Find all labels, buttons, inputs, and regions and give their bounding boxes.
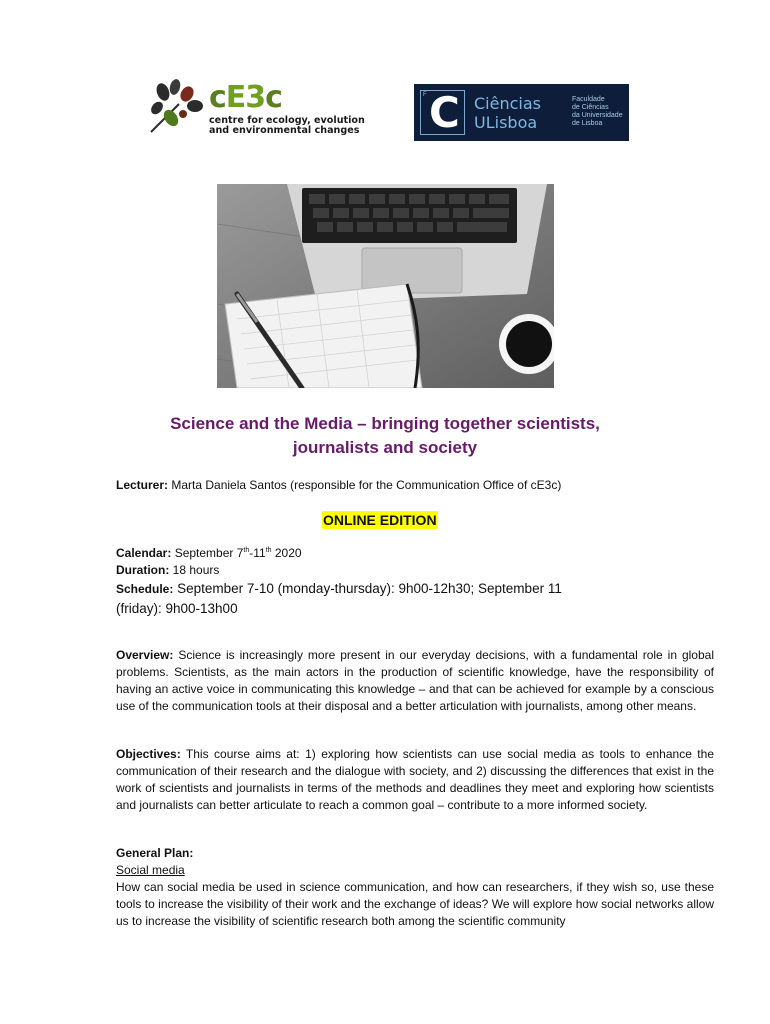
social-media-subheading: Social media	[116, 863, 185, 877]
ciencias-faculty-text: Faculdade de Ciências da Universidade de Lisboa	[572, 96, 623, 127]
social-media-paragraph: How can social media be used in science communication, and how can researchers, if they wish so, use these tools to increase the visibility of their work and the exchange of ideas? We will explore how social networks allow us to increase the visibility of scientific research both among the scientific community	[116, 880, 714, 928]
ce3c-leaf-emblem-icon	[143, 78, 209, 138]
lecturer-text: Marta Daniela Santos (responsible for the Communication Office of cE3c)	[168, 478, 562, 492]
online-edition-banner: ONLINE EDITION	[323, 512, 437, 528]
schedule-line: Schedule: September 7-10 (monday-thursday): 9h00-12h30; September 11 (friday): 9h00-13h00	[116, 581, 562, 616]
general-plan-heading: General Plan:	[116, 846, 194, 860]
ciencias-c-box: F C	[420, 90, 465, 135]
ce3c-logo	[143, 78, 365, 138]
ce3c-tagline: centre for ecology, evolution and environmental changes	[209, 115, 365, 136]
laptop-notebook-photo	[217, 184, 554, 388]
objectives-paragraph: Objectives: This course aims at: 1) exploring how scientists can use social media as tools to enhance the communication of their research and the dialogue with society, and 2) discussing the differences that exist in the work of scientists and journalists in terms of the methods and deadlines they meet and exploring how scientists and journalists can better articulate to reach a common goal – contribute to a more informed society.	[116, 747, 714, 812]
course-title: Science and the Media – bringing together scientists, journalists and society	[170, 414, 600, 457]
duration-line: Duration: 18 hours	[116, 563, 220, 577]
ce3c-wordmark: cE3c	[209, 80, 282, 115]
overview-paragraph: Overview: Science is increasingly more present in our everyday decisions, with a fundamental role in global problems. Scientists, as the main actors in the production of scientific knowledge, have the responsibility of having an active voice in communicating this knowledge – and that can be achieved for example by a conscious use of the communication tools at their disposal and a better articulation with journalists, among other means.	[116, 648, 714, 713]
lecturer-label: Lecturer:	[116, 478, 169, 492]
lecturer-line	[116, 477, 714, 494]
ciencias-ulisboa-logo: F C Ciências ULisboa Faculdade de Ciências da Universidade de Lisboa	[414, 84, 629, 141]
calendar-line: Calendar: September 7th-11th 2020	[116, 546, 302, 560]
